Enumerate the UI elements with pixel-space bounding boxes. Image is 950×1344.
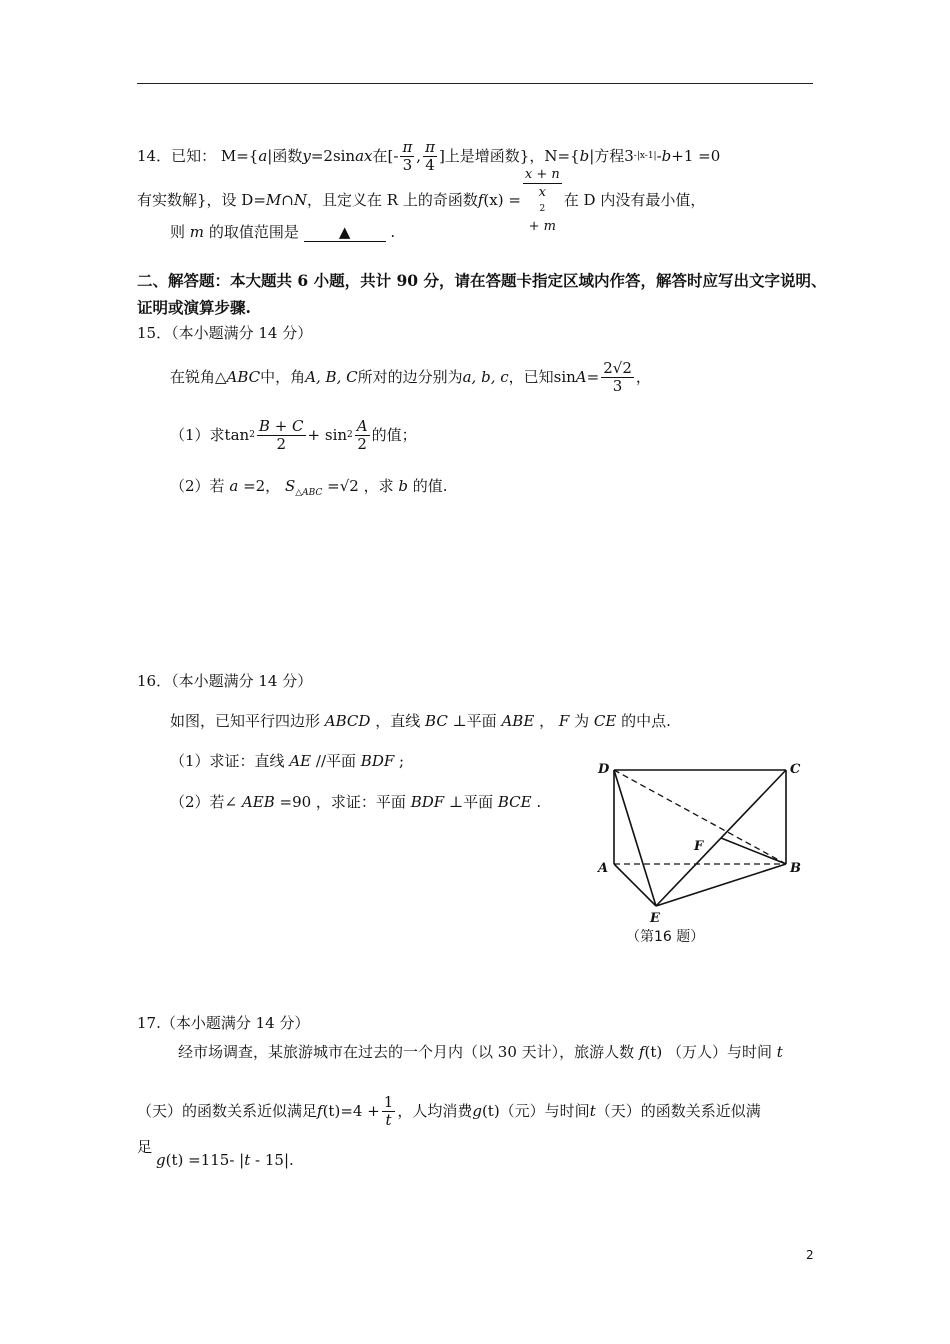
section2-heading: 二、解答题：本大题共 6 小题，共计 90 分，请在答题卡指定区域内作答，解答时应写出文字说明、 <box>137 271 827 290</box>
fraction-pi-4: $\frac{\pi}{4}$ <box>425 137 435 174</box>
fraction-one-over-t: $\frac{1}{t}$ <box>383 1092 394 1129</box>
q14-line3: 则 m 的取值范围是 ▲ . <box>170 223 396 241</box>
label-e: E <box>650 911 660 926</box>
fraction-sinA: $\frac{2√2}{3}$ <box>603 358 632 395</box>
q14-line1: 14．已知： M={ a |函数 y =2sin ax 在[- $\frac{\pi}{3}$ , $\frac{\pi}{4}$ ]上是增函数}，N={ b |方程3 -|x-1| - b +1 =0 <box>137 137 721 174</box>
q15-part1: （1）求tan 2 $\frac{B + C}{2}$ + sin 2 $\frac{A}{2}$ 的值； <box>170 416 417 453</box>
q14-line2: 有实数解}，设 D= M ∩ N ，且定义在 R 上的奇函数 f (x) = x + n x 2 + m 在 D 内没有最小值， <box>137 166 706 234</box>
fraction-f-of-x: x + n x 2 + m <box>524 166 560 234</box>
q16-heading: 16．（本小题满分 14 分） <box>137 672 313 690</box>
q17-heading: 17.（本小题满分 14 分） <box>137 1014 310 1032</box>
q15-part2: （2）若 a =2， $S_{\triangle ABC} =√2$ ，求 b 的值. <box>170 477 448 498</box>
page-number: 2 <box>806 1248 814 1262</box>
label-f: F <box>694 839 704 854</box>
label-c: C <box>790 762 801 777</box>
q17-line1: 经市场调查，某旅游城市在过去的一个月内（以 30 天计），旅游人数 f(t) （万人）与时间 t <box>178 1043 783 1061</box>
q17-line4: g(t) =115- |t - 15|. <box>156 1151 294 1169</box>
q16-part1: （1）求证：直线 AE //平面 BDF ; <box>170 752 405 770</box>
q16-part2: （2）若∠ AEB =90 ，求证：平面 BDF ⊥平面 BCE . <box>170 793 542 811</box>
geometry-figure <box>596 760 808 950</box>
fraction-a-over-2: $\frac{A}{2}$ <box>356 416 368 453</box>
label-b: B <box>790 861 801 876</box>
label-a: A <box>598 861 609 876</box>
q15-statement: 在锐角△ ABC 中，角 A, B, C 所对的边分别为 a, b, c ，已知sin A = $\frac{2√2}{3}$ ， <box>170 358 651 395</box>
q17-line2: （天）的函数关系近似满足 f (t) =4 + $\frac{1}{t}$ ，人均消费 g (t) （元）与时间 t （天）的函数关系近似满 <box>137 1092 761 1129</box>
figure-caption: （第16 题） <box>626 929 705 945</box>
fraction-b-plus-c: $\frac{B + C}{2}$ <box>258 416 304 453</box>
answer-blank: ▲ <box>304 223 386 242</box>
q15-heading: 15．（本小题满分 14 分） <box>137 324 313 342</box>
header-rule <box>137 83 813 84</box>
q16-statement: 如图，已知平行四边形 ABCD ，直线 BC ⊥平面 ABE ， F 为 CE 的中点. <box>170 712 671 730</box>
section2-heading-cont: 证明或演算步骤. <box>137 298 251 317</box>
fraction-pi-3: $\frac{\pi}{3}$ <box>402 137 413 174</box>
edge-fb <box>721 838 786 864</box>
label-d: D <box>598 762 610 777</box>
q17-line3: 足 <box>137 1138 153 1156</box>
